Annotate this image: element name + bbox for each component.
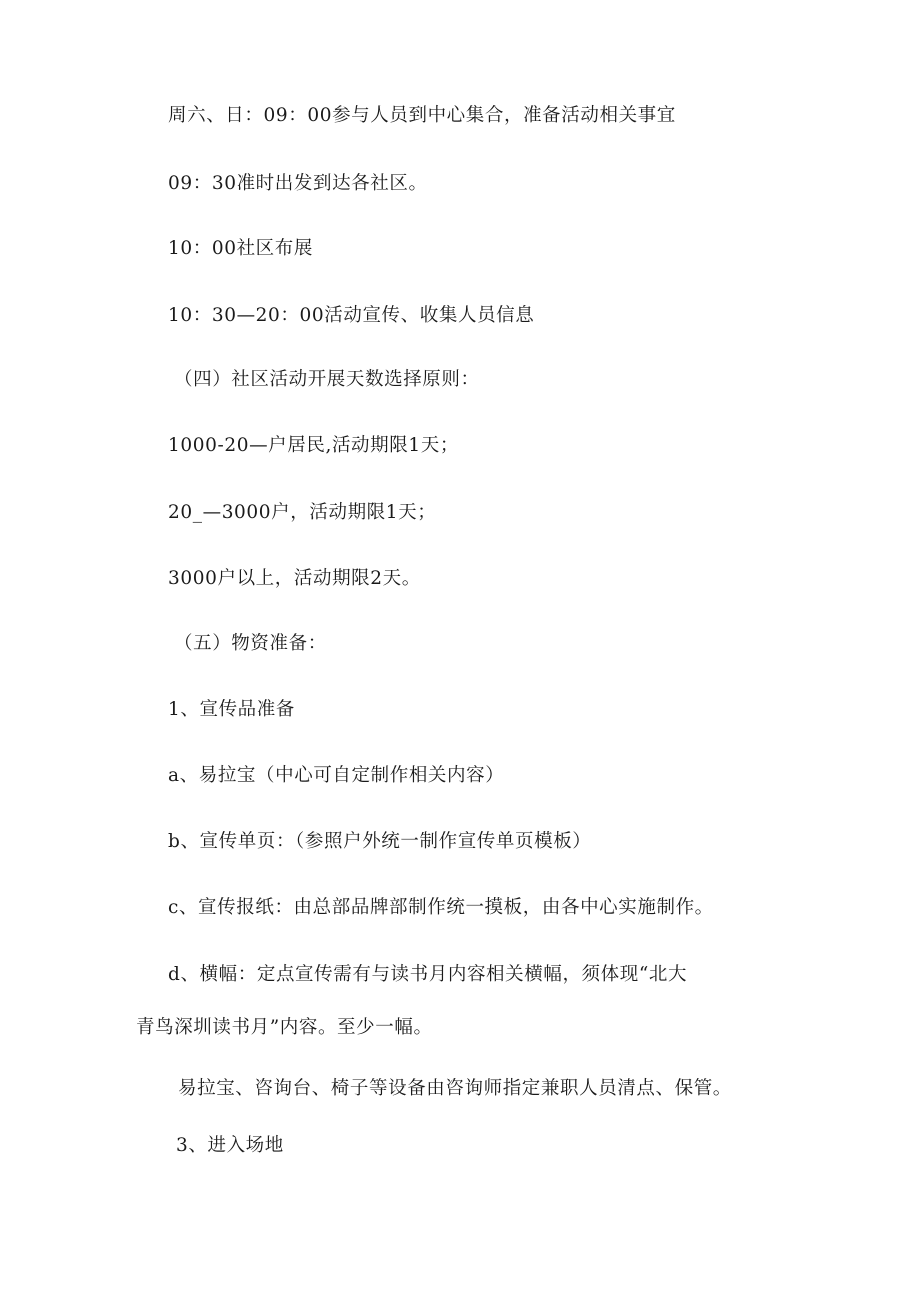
schedule-1000-line: 10：00社区布展 [168,238,313,259]
item-d-banner-continued: 青鸟深圳读书月”内容。至少一幅。 [136,1017,433,1038]
schedule-0930-line: 09：30准时出发到达各社区。 [168,173,428,194]
schedule-weekend-line: 周六、日：09：00参与人员到中心集合，准备活动相关事宜 [168,105,676,126]
rule-small-community: 1000-20—户居民,活动期限1天； [168,435,459,456]
item-enter-venue: 3、进入场地 [176,1135,284,1156]
item-b-flyer: b、宣传单页：（参照户外统一制作宣传单页模板） [168,831,592,852]
equipment-note: 易拉宝、咨询台、椅子等设备由咨询师指定兼职人员清点、保管。 [178,1078,732,1099]
section-four-heading: （四）社区活动开展天数选择原则： [174,369,480,390]
item-promo-materials: 1、宣传品准备 [168,699,295,720]
rule-large-community: 3000户以上，活动期限2天。 [168,568,421,589]
item-a-rollup-banner: a、易拉宝（中心可自定制作相关内容） [168,765,505,786]
rule-medium-community: 20_—3000户，活动期限1天； [168,502,437,523]
item-d-banner: d、横幅：定点宣传需有与读书月内容相关横幅，须体现“北大 [168,964,688,985]
section-five-heading: （五）物资准备： [174,633,327,654]
item-c-newspaper: c、宣传报纸：由总部品牌部制作统一摸板，由各中心实施制作。 [168,897,714,918]
schedule-1030-line: 10：30—20：00活动宣传、收集人员信息 [168,305,535,326]
